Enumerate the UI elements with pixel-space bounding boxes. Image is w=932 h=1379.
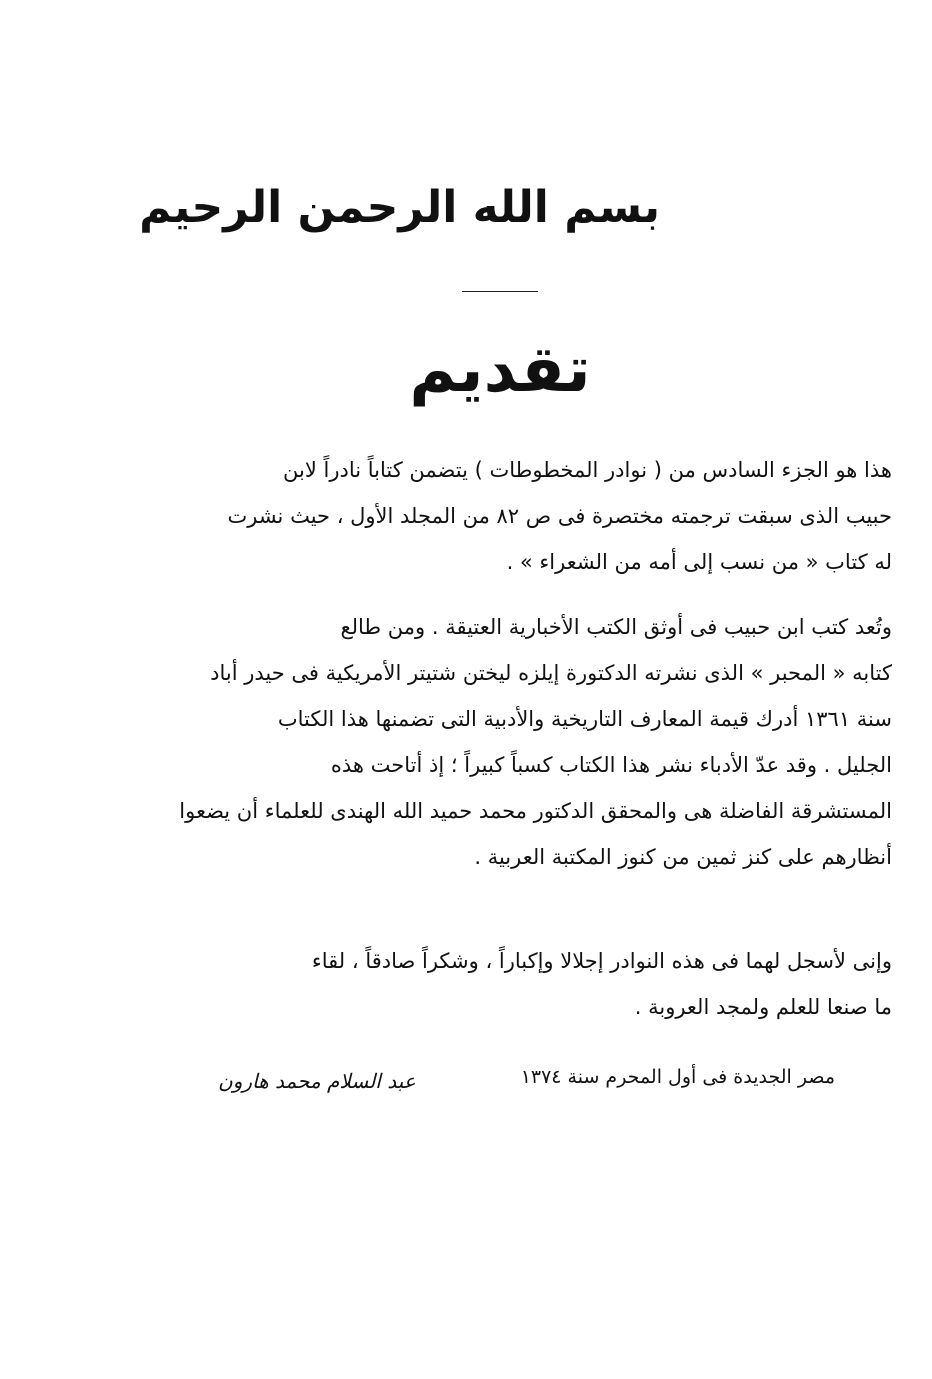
paragraph-1 (152, 447, 892, 585)
place-and-date: مصر الجديدة فى أول المحرم سنة ١٣٧٤ (520, 1066, 835, 1088)
text-line: له كتاب « من نسب إلى أمه من الشعراء » . (506, 550, 892, 574)
text-line: هذا هو الجزء السادس من ( نوادر المخطوطات ) يتضمن كتاباً نادراً لابن (283, 458, 892, 482)
text-line: حبيب الذى سبقت ترجمته مختصرة فى ص ٨٢ من المجلد الأول ، حيث نشرت (227, 504, 892, 528)
paragraph-3 (152, 938, 892, 1030)
text-line: ما صنعا للعلم ولمجد العروبة . (634, 995, 892, 1019)
basmala-calligraphy: بسم الله الرحمن الرحيم (139, 182, 660, 233)
text-line: أنظارهم على كنز ثمين من كنوز المكتبة العربية . (474, 845, 892, 869)
text-line: المستشرقة الفاضلة هى والمحقق الدكتور محمد حميد الله الهندى للعلماء أن يضعوا (179, 799, 892, 823)
separator-rule (462, 291, 538, 292)
paragraph-2 (152, 604, 892, 880)
text-line: كتابه « المحبر » الذى نشرته الدكتورة إيلزه ليختن شتيتر الأمريكية فى حيدر أباد (210, 661, 892, 685)
text-line: سنة ١٣٦١ أدرك قيمة المعارف التاريخية والأدبية التى تضمنها هذا الكتاب (277, 707, 892, 731)
author-signature: عبد السلام محمد هارون (218, 1069, 416, 1093)
text-line: الجليل . وقد عدّ الأدباء نشر هذا الكتاب كسباً كبيراً ؛ إذ أتاحت هذه (330, 753, 892, 777)
page-heading: تقديم (409, 333, 591, 407)
text-line: وتُعد كتب ابن حبيب فى أوثق الكتب الأخبارية العتيقة . ومن طالع (340, 615, 892, 639)
text-line: وإنى لأسجل لهما فى هذه النوادر إجلالا وإكباراً ، وشكراً صادقاً ، لقاء (311, 949, 892, 973)
